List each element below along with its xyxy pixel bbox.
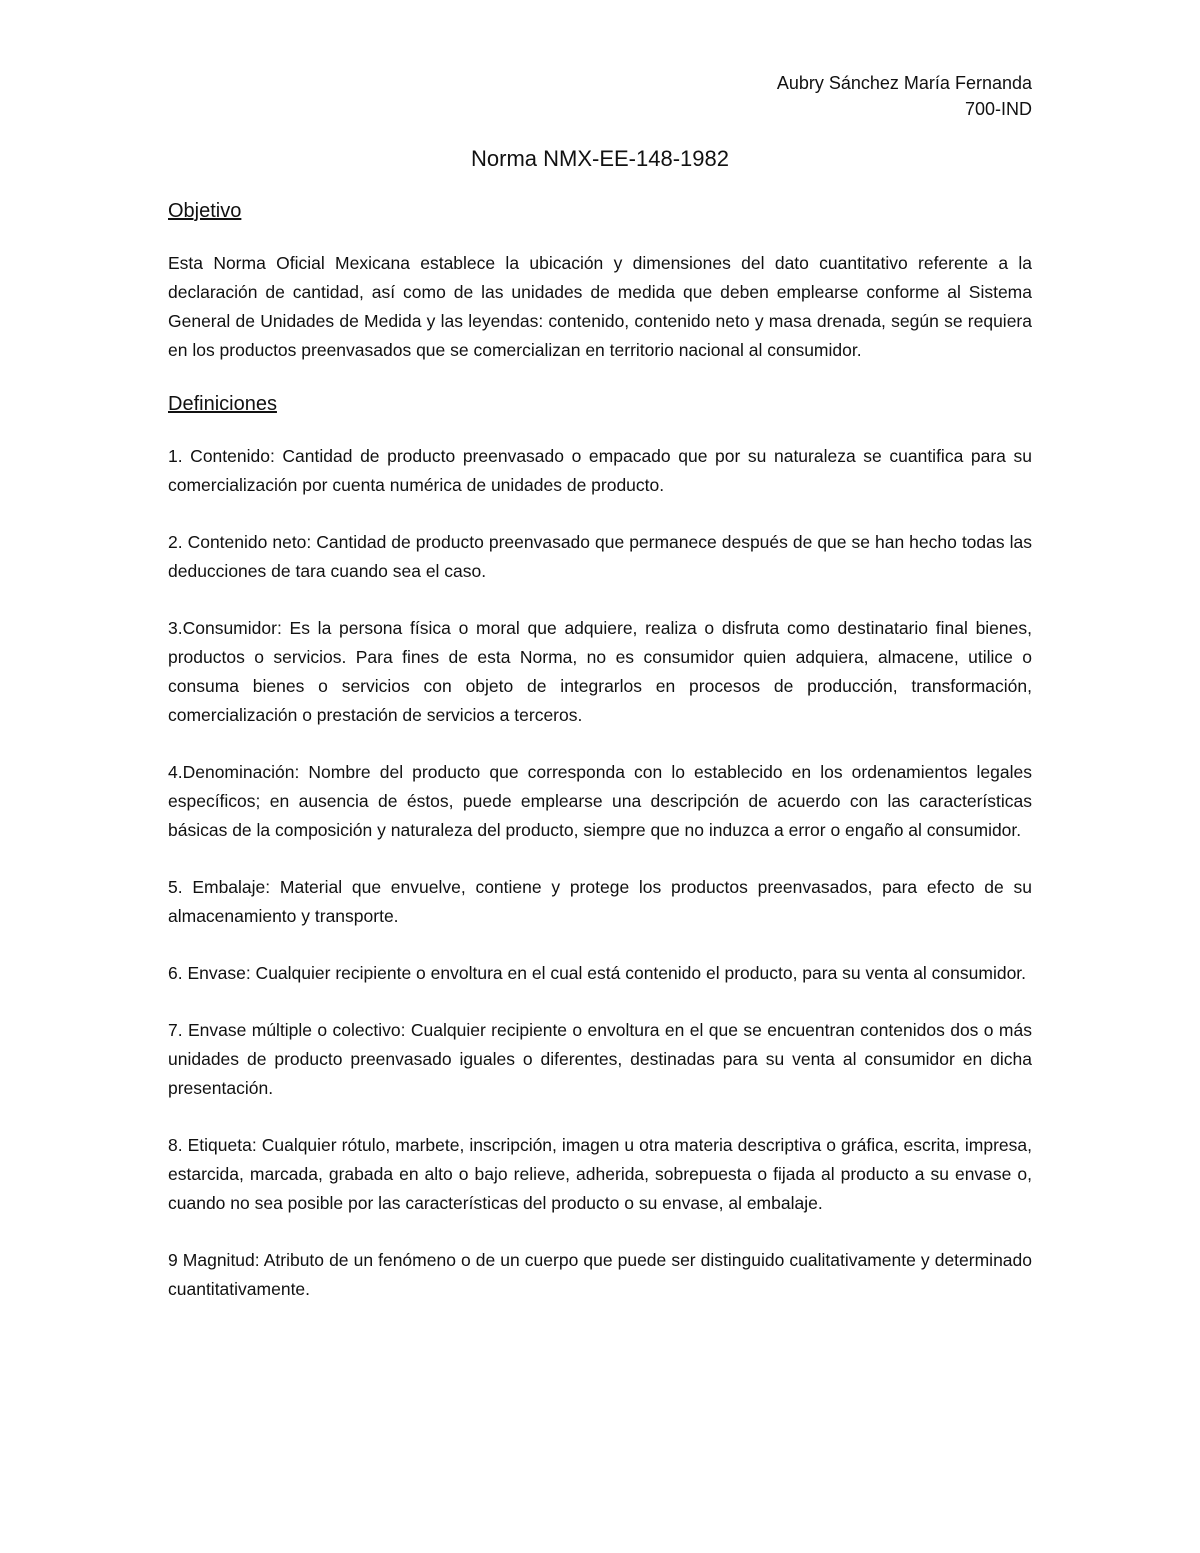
definiciones-heading: Definiciones bbox=[168, 393, 277, 415]
definition-item: 4.Denominación: Nombre del producto que corresponda con lo establecido en los ordenamientos legales específicos; en ausencia de éstos, puede emplearse una descripción de acuerdo con las características básicas de la composición y naturaleza del producto, siempre que no induzca a error o engaño al consumidor. bbox=[168, 762, 1032, 840]
objetivo-text: Esta Norma Oficial Mexicana establece la ubicación y dimensiones del dato cuantitativo referente a la declaración de cantidad, así como de las unidades de medida que deben emplearse conforme al Sistema General de Unidades de Medida y las leyendas: contenido, contenido neto y masa drenada, según se requiera en los productos preenvasados que se comercializan en territorio nacional al consumidor. bbox=[168, 253, 1032, 360]
definition-item: 7. Envase múltiple o colectivo: Cualquier recipiente o envoltura en el que se encuentran contenidos dos o más unidades de producto preenvasado iguales o diferentes, destinadas para su venta al consumidor en dicha presentación. bbox=[168, 1020, 1032, 1098]
author-name: Aubry Sánchez María Fernanda bbox=[776, 73, 1032, 93]
document-page bbox=[168, 70, 1032, 1304]
definition-item: 3.Consumidor: Es la persona física o moral que adquiere, realiza o disfruta como destinatario final bienes, productos o servicios. Para fines de esta Norma, no es consumidor quien adquiera, almacene, utilice o consuma bienes o servicios con objeto de integrarlos en procesos de producción, transformación, comercialización o prestación de servicios a terceros. bbox=[168, 618, 1032, 725]
definitions-list bbox=[168, 442, 1032, 1304]
definition-item: 1. Contenido: Cantidad de producto preenvasado o empacado que por su naturaleza se cuantifica para su comercialización por cuenta numérica de unidades de producto. bbox=[168, 446, 1032, 495]
group-code: 700-IND bbox=[964, 99, 1032, 119]
definition-item: 6. Envase: Cualquier recipiente o envoltura en el cual está contenido el producto, para su venta al consumidor. bbox=[168, 963, 1027, 983]
definition-item: 9 Magnitud: Atributo de un fenómeno o de un cuerpo que puede ser distinguido cualitativamente y determinado cuantitativamente. bbox=[168, 1250, 1032, 1299]
definition-item: 8. Etiqueta: Cualquier rótulo, marbete, inscripción, imagen u otra materia descriptiva o gráfica, escrita, impresa, estarcida, marcada, grabada en alto o bajo relieve, adherida, sobrepuesta o fijada al producto a su envase o, cuando no sea posible por las características del producto o su envase, al embalaje. bbox=[168, 1135, 1032, 1213]
definition-item: 5. Embalaje: Material que envuelve, contiene y protege los productos preenvasados, para efecto de su almacenamiento y transporte. bbox=[168, 877, 1032, 926]
objetivo-heading: Objetivo bbox=[168, 200, 242, 222]
author-block bbox=[168, 70, 1032, 122]
document-title: Norma NMX-EE-148-1982 bbox=[471, 146, 729, 171]
definition-item: 2. Contenido neto: Cantidad de producto preenvasado que permanece después de que se han hecho todas las deducciones de tara cuando sea el caso. bbox=[168, 532, 1032, 581]
